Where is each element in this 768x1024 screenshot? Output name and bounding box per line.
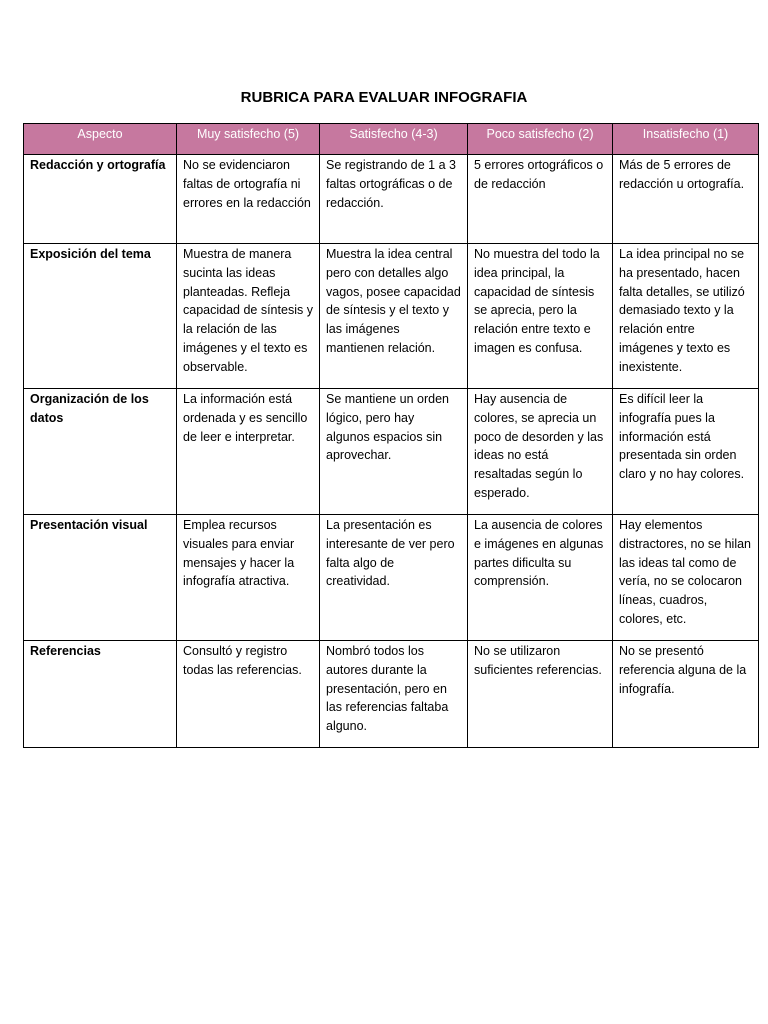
header-muy-satisfecho: Muy satisfecho (5) [177,124,320,155]
table-row [24,155,759,244]
header-satisfecho: Satisfecho (4-3) [320,124,468,155]
criteria-cell: No se evidenciaron faltas de ortografía ni errores en la redacción [177,155,320,244]
criteria-cell: No se presentó referencia alguna de la infografía. [613,641,759,748]
aspect-cell: Presentación visual [24,515,177,641]
criteria-cell: La idea principal no se ha presentado, hacen falta detalles, se utilizó demasiado texto y la relación entre imágenes y texto es inexistente. [613,244,759,389]
criteria-cell: Muestra la idea central pero con detalles algo vagos, posee capacidad de síntesis y el texto y las imágenes mantienen relación. [320,244,468,389]
criteria-cell: No se utilizaron suficientes referencias. [468,641,613,748]
criteria-cell: Se mantiene un orden lógico, pero hay algunos espacios sin aprovechar. [320,389,468,515]
criteria-cell: Hay elementos distractores, no se hilan las ideas tal como de vería, no se colocaron líneas, cuadros, colores, etc. [613,515,759,641]
criteria-cell: La ausencia de colores e imágenes en algunas partes dificulta su comprensión. [468,515,613,641]
header-aspect: Aspecto [24,124,177,155]
aspect-cell: Referencias [24,641,177,748]
table-row [24,244,759,389]
document-title: RUBRICA PARA EVALUAR INFOGRAFIA [240,89,528,106]
criteria-cell: 5 errores ortográficos o de redacción [468,155,613,244]
header-insatisfecho: Insatisfecho (1) [613,124,759,155]
table-row [24,389,759,515]
criteria-cell: La presentación es interesante de ver pero falta algo de creatividad. [320,515,468,641]
header-poco-satisfecho: Poco satisfecho (2) [468,124,613,155]
criteria-cell: Más de 5 errores de redacción u ortografía. [613,155,759,244]
aspect-cell: Organización de los datos [24,389,177,515]
criteria-cell: Nombró todos los autores durante la presentación, pero en las referencias faltaba alguno. [320,641,468,748]
aspect-cell: Exposición del tema [24,244,177,389]
criteria-cell: Emplea recursos visuales para enviar mensajes y hacer la infografía atractiva. [177,515,320,641]
criteria-cell: Muestra de manera sucinta las ideas planteadas. Refleja capacidad de síntesis y la relación de las imágenes y el texto es observable. [177,244,320,389]
rubric-table [23,123,759,748]
header-row [24,124,759,155]
aspect-cell: Redacción y ortografía [24,155,177,244]
criteria-cell: Consultó y registro todas las referencias. [177,641,320,748]
criteria-cell: Es difícil leer la infografía pues la información está presentada sin orden claro y no hay colores. [613,389,759,515]
criteria-cell: La información está ordenada y es sencillo de leer e interpretar. [177,389,320,515]
table-row [24,641,759,748]
criteria-cell: Hay ausencia de colores, se aprecia un poco de desorden y las ideas no está resaltadas según lo esperado. [468,389,613,515]
criteria-cell: Se registrando de 1 a 3 faltas ortográficas o de redacción. [320,155,468,244]
table-row [24,515,759,641]
criteria-cell: No muestra del todo la idea principal, la capacidad de síntesis se aprecia, pero la relación entre texto e imagen es confusa. [468,244,613,389]
